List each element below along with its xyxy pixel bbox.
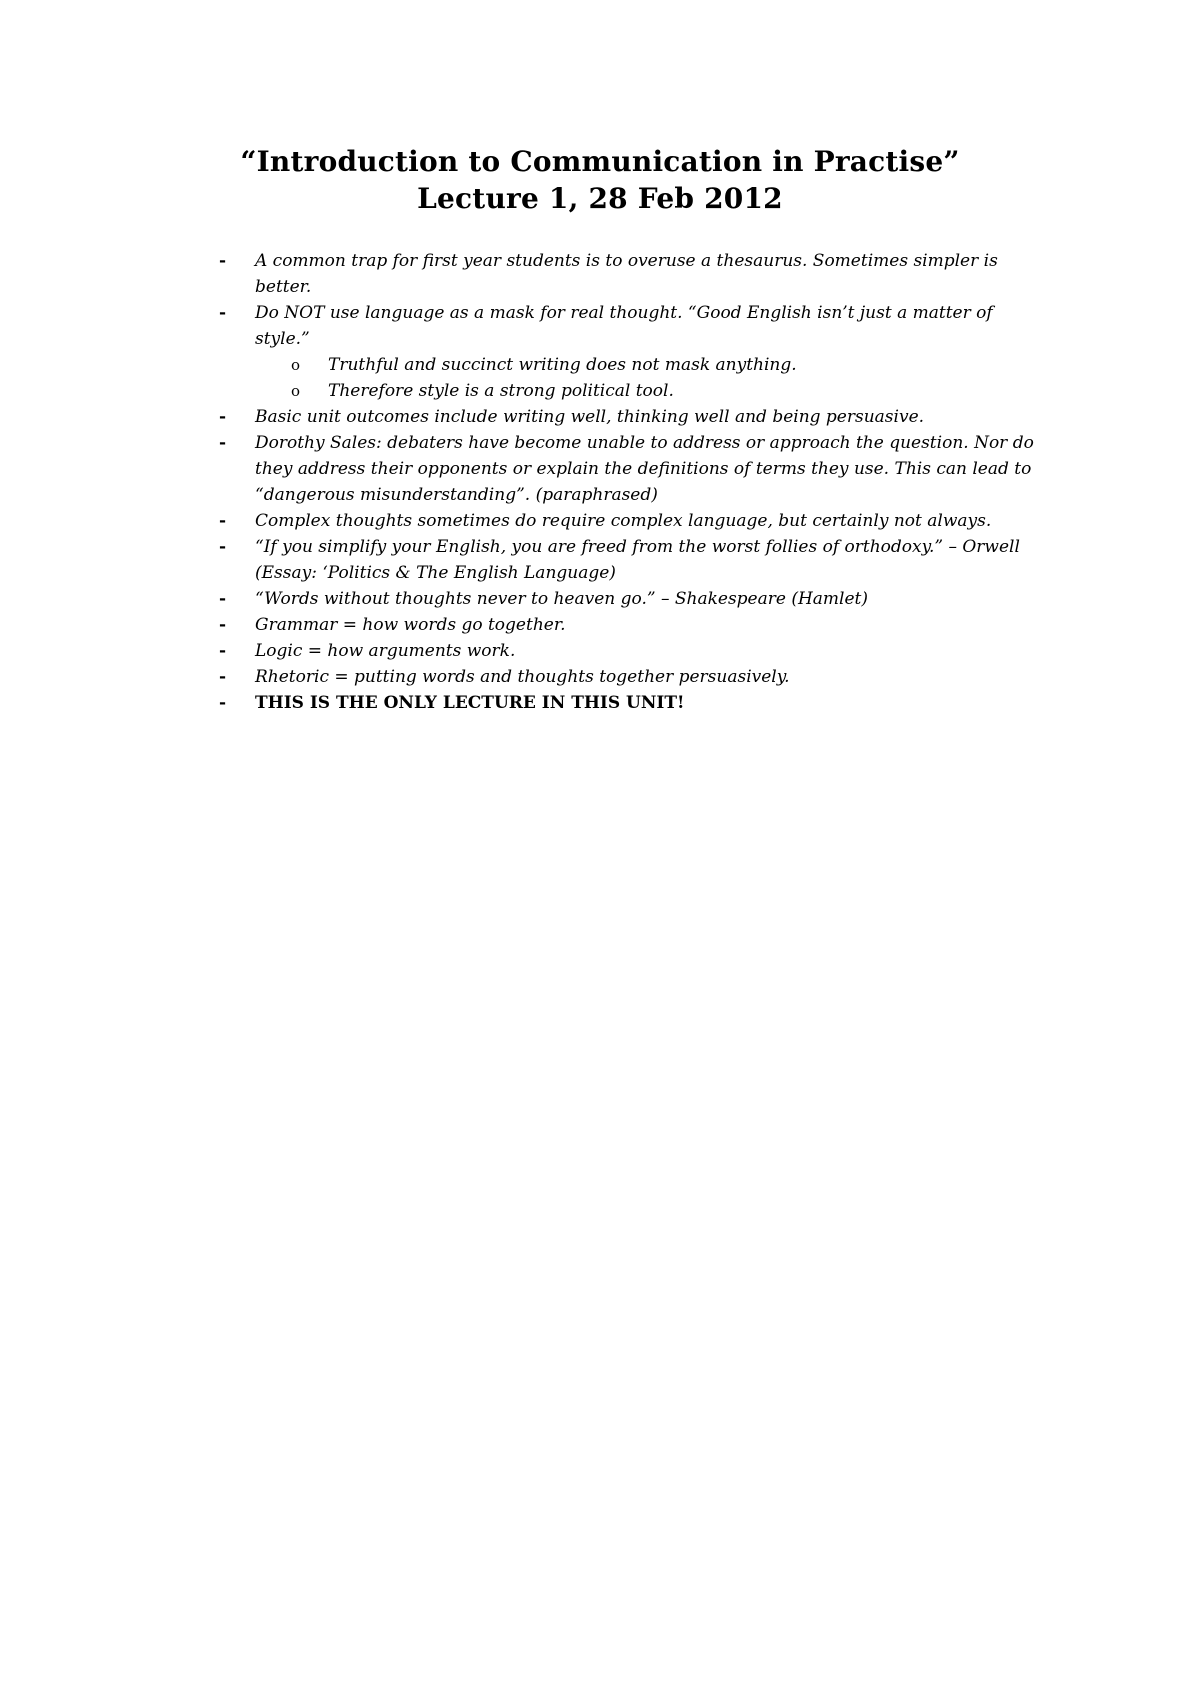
list-item <box>219 638 1039 664</box>
circle-bullet-icon: o <box>291 356 301 374</box>
dash-bullet-icon: - <box>219 589 227 609</box>
list-item <box>219 430 1039 508</box>
dash-bullet-icon: - <box>219 511 227 531</box>
dash-bullet-icon: - <box>219 537 227 557</box>
sub-list-item <box>255 352 1039 378</box>
list-item-text: Do NOT use language as a mask for real thought. “Good English isn’t just a matter of style.” <box>255 303 993 349</box>
list-item <box>219 534 1039 586</box>
lecture-notes-list <box>219 248 1039 716</box>
dash-bullet-icon: - <box>219 433 227 453</box>
list-item-text: Grammar = how words go together. <box>255 615 566 635</box>
list-item <box>219 612 1039 638</box>
list-item-text: Rhetoric = putting words and thoughts together persuasively. <box>255 667 790 687</box>
title-line-2: Lecture 1, 28 Feb 2012 <box>417 182 783 215</box>
list-item-text: “Words without thoughts never to heaven go.” – Shakespeare (Hamlet) <box>255 589 869 609</box>
list-item <box>219 664 1039 690</box>
list-item <box>219 508 1039 534</box>
dash-bullet-icon: - <box>219 251 227 271</box>
sub-list-item <box>255 378 1039 404</box>
dash-bullet-icon: - <box>219 641 227 661</box>
sub-list-item-text: Therefore style is a strong political tool. <box>328 381 674 401</box>
dash-bullet-icon: - <box>219 303 227 323</box>
document-title <box>0 143 1200 217</box>
circle-bullet-icon: o <box>291 382 301 400</box>
list-item-text: Dorothy Sales: debaters have become unable to address or approach the question. Nor do they address their opponents or explain the definitions of terms they use. This can lead to “dangerous misunderstanding”. (paraphrased) <box>255 433 1034 505</box>
dash-bullet-icon: - <box>219 615 227 635</box>
sub-list <box>255 352 1039 404</box>
list-item <box>219 300 1039 404</box>
list-item-text: THIS IS THE ONLY LECTURE IN THIS UNIT! <box>255 693 685 713</box>
list-item <box>219 248 1039 300</box>
list-item <box>219 404 1039 430</box>
list-item-text: “If you simplify your English, you are freed from the worst follies of orthodoxy.” – Orwell (Essay: ‘Politics & The English Language) <box>255 537 1020 583</box>
list-item-text: Basic unit outcomes include writing well, thinking well and being persuasive. <box>255 407 925 427</box>
list-item-emphasis <box>219 690 1039 716</box>
list-item-text: Complex thoughts sometimes do require complex language, but certainly not always. <box>255 511 992 531</box>
dash-bullet-icon: - <box>219 693 227 713</box>
dash-bullet-icon: - <box>219 407 227 427</box>
list-item <box>219 586 1039 612</box>
title-line-1: “Introduction to Communication in Practise” <box>240 145 960 178</box>
list-item-text: Logic = how arguments work. <box>255 641 516 661</box>
sub-list-item-text: Truthful and succinct writing does not mask anything. <box>328 355 797 375</box>
list-item-text: A common trap for first year students is to overuse a thesaurus. Sometimes simpler is better. <box>255 251 998 297</box>
dash-bullet-icon: - <box>219 667 227 687</box>
